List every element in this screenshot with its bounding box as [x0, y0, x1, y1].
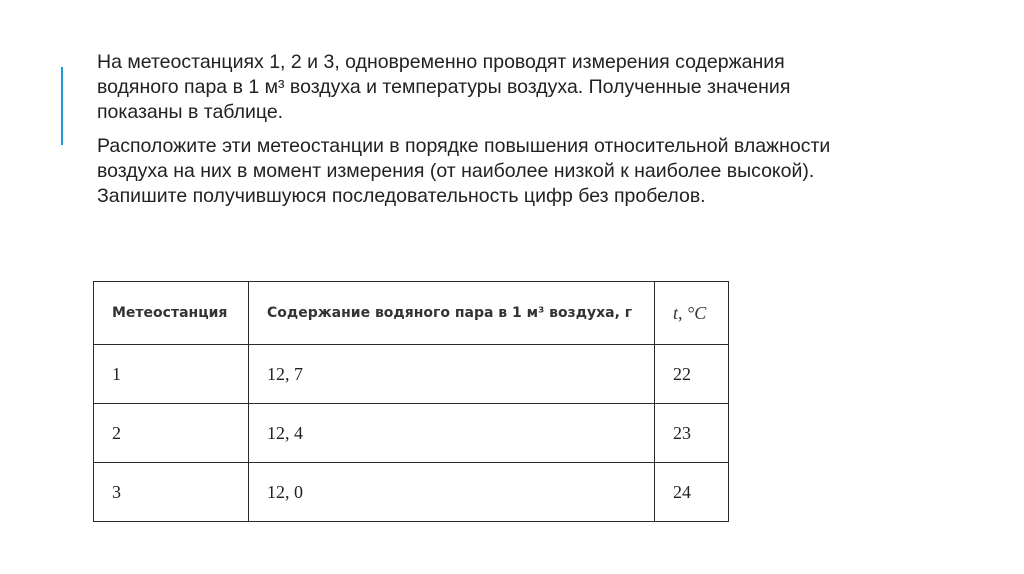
task-intro: На метеостанциях 1, 2 и 3, одновременно проводят измерения содержания водяного пара в 1 м³ воздуха и температуры воздуха. Полученные значения показаны в таблице. — [97, 51, 791, 123]
task-text — [97, 50, 857, 209]
header-station: Метеостанция — [94, 282, 249, 345]
table-row — [94, 345, 729, 404]
cell-temperature: 22 — [655, 345, 729, 404]
table-row — [94, 463, 729, 522]
cell-station: 2 — [94, 404, 249, 463]
cell-temperature: 24 — [655, 463, 729, 522]
header-water-vapor: Содержание водяного пара в 1 м³ воздуха, г — [249, 282, 655, 345]
cell-station: 3 — [94, 463, 249, 522]
cell-station: 1 — [94, 345, 249, 404]
accent-bar — [61, 67, 63, 145]
table-header-row — [94, 282, 729, 345]
cell-water-vapor: 12, 4 — [249, 404, 655, 463]
cell-water-vapor: 12, 0 — [249, 463, 655, 522]
header-temperature: t, °C — [655, 282, 729, 345]
cell-temperature: 23 — [655, 404, 729, 463]
task-instruction: Расположите эти метеостанции в порядке повышения относительной влажности воздуха на них в момент измерения (от наиболее низкой к наиболее высокой). Запишите получившуюся последовательность цифр без пробелов. — [97, 135, 831, 207]
measurements-table — [93, 281, 729, 522]
cell-water-vapor: 12, 7 — [249, 345, 655, 404]
table-row — [94, 404, 729, 463]
